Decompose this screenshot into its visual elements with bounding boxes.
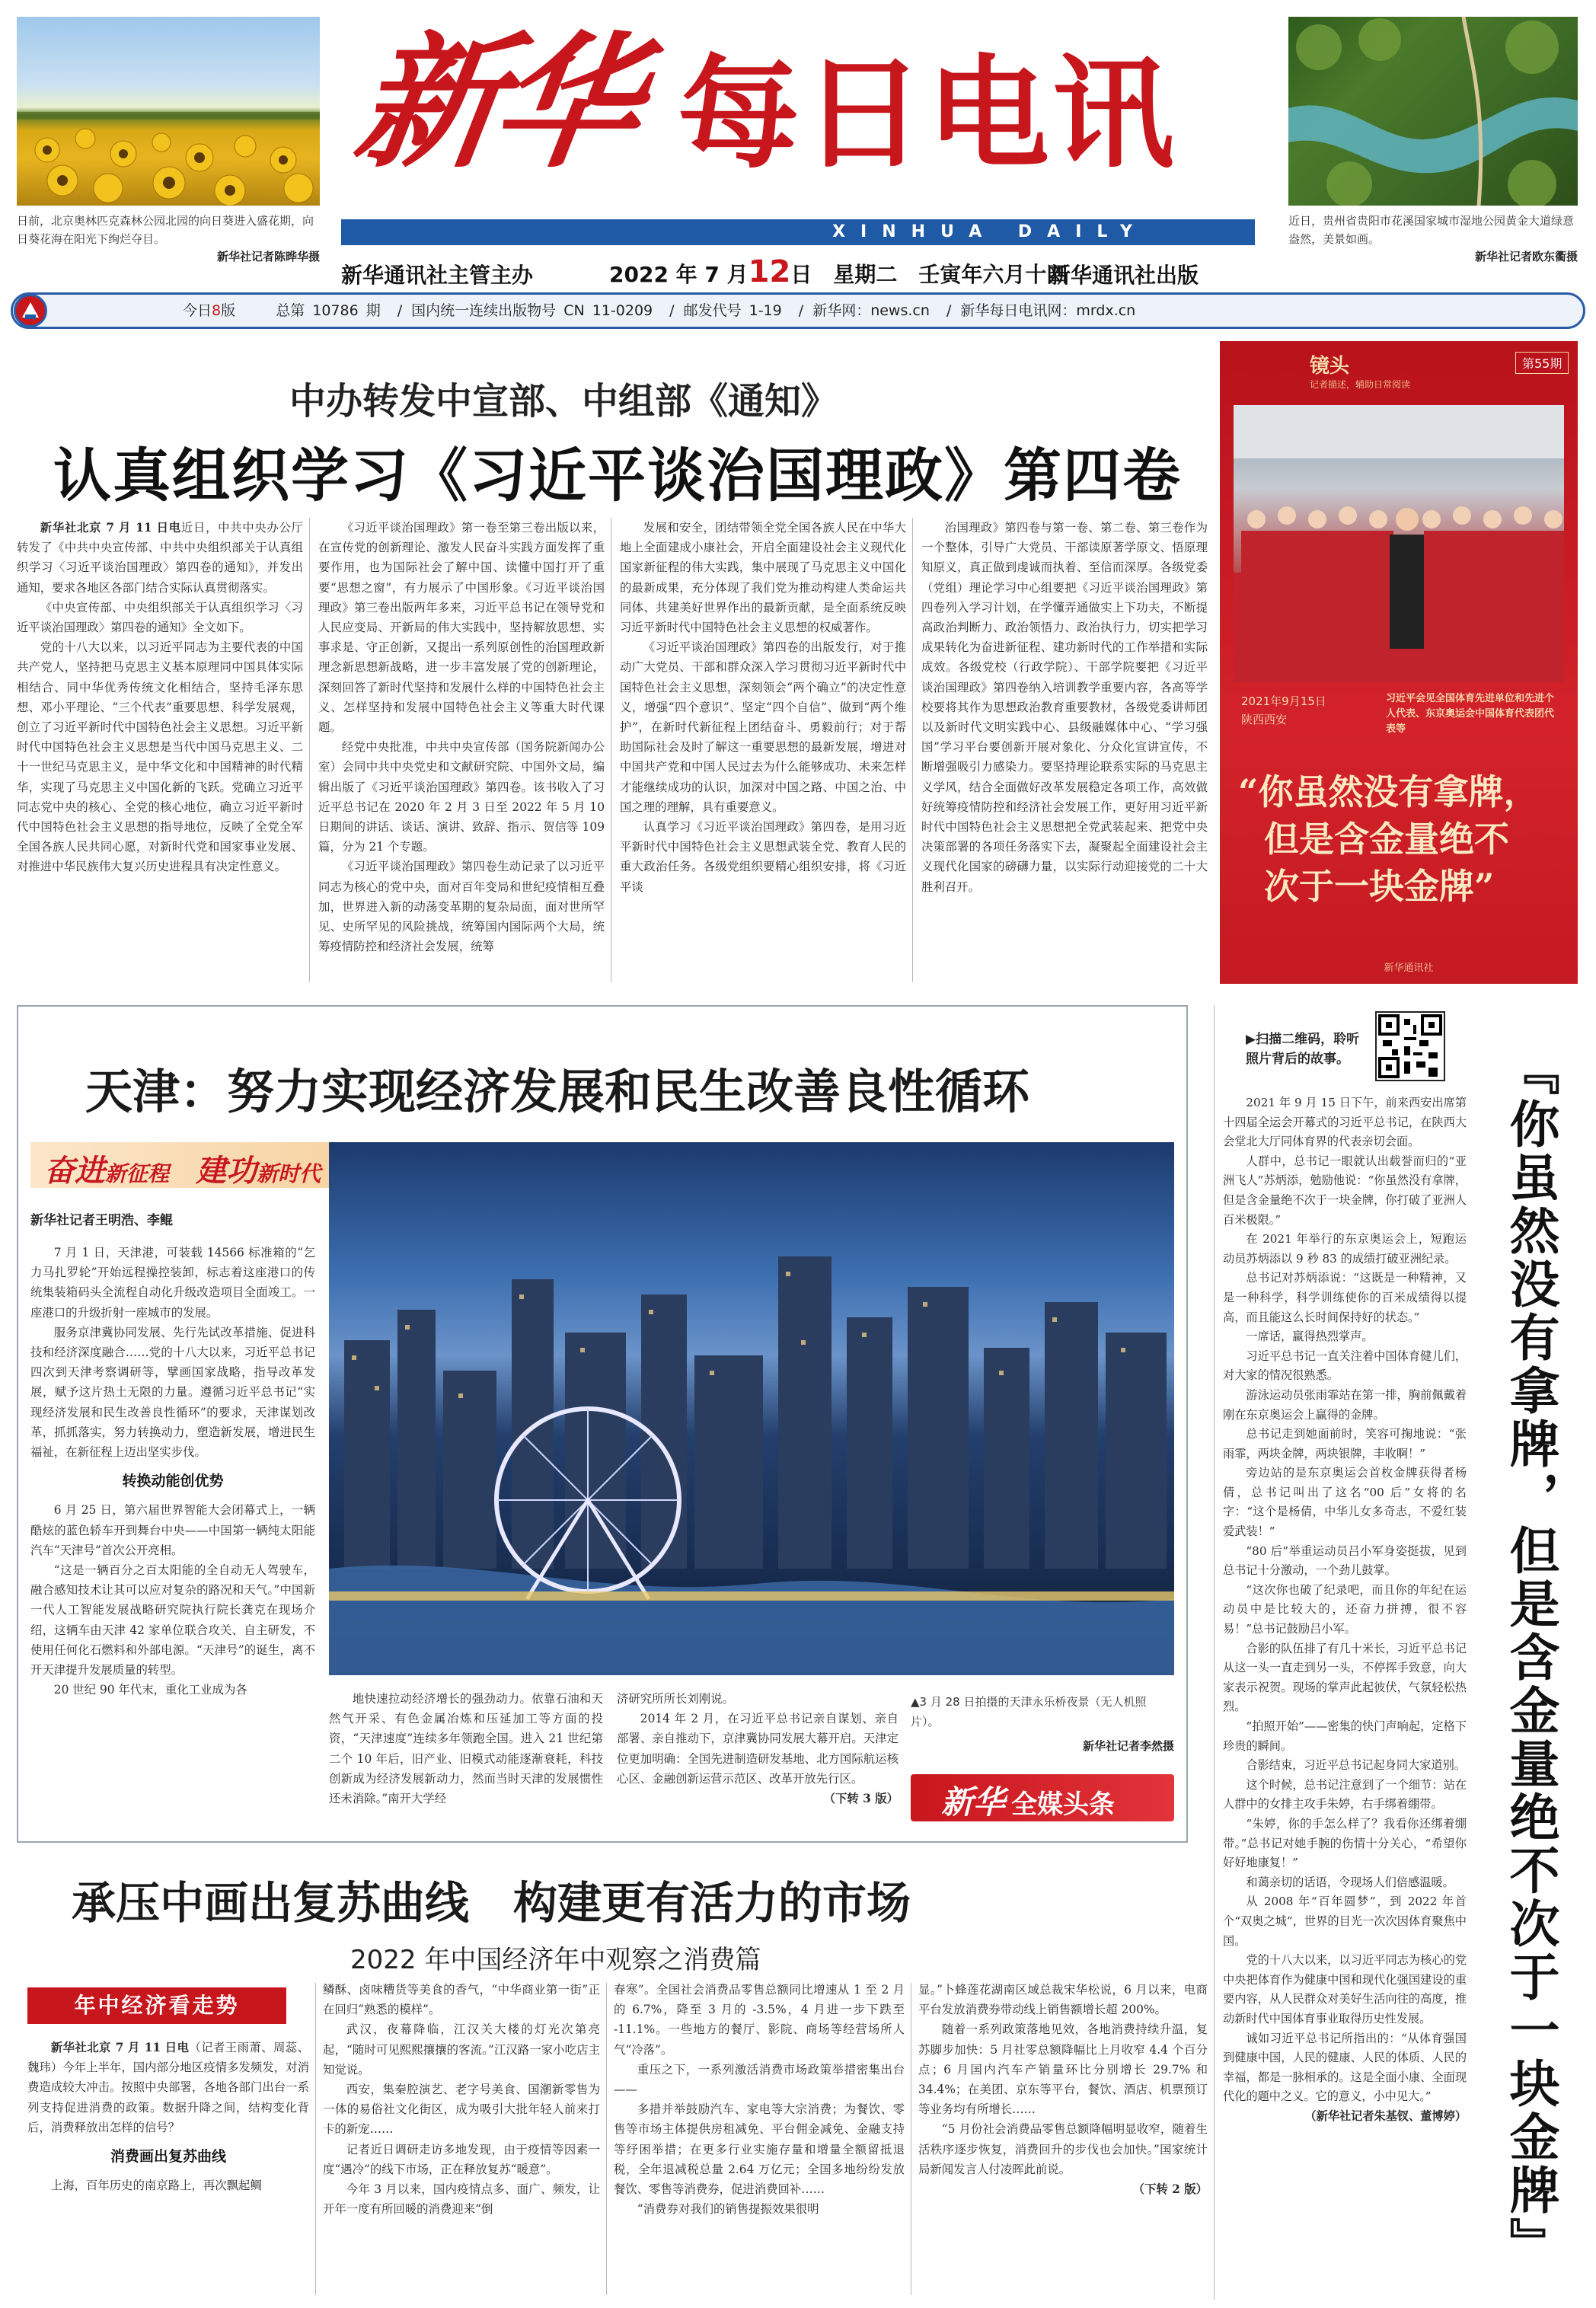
crowd-icon: [1234, 405, 1564, 682]
lead-kicker: 中办转发中宣部、中组部《通知》: [289, 380, 838, 423]
paragraph-text: “这是一辆百分之百太阳能的全自动无人驾驶车，融合感知技术让其可以应对复杂的路况和天气。”中国新一代人工智能发展战略研究院执行院长龚克在现场介绍，这辆车由天津 42 家单位联合攻关、自主研发，不使用任何化石燃料和外部电源。“天津号”的诞生，离不开天津提升发展质量的转型。: [30, 1563, 315, 1678]
sidebar-paragraph: 这个时候，总书记注意到了一个细节：站在人群中的女排主攻手朱婷，右手绑着绷带。: [1223, 1777, 1467, 1812]
article-paragraph: [323, 2179, 600, 2219]
sunflower-photo: [17, 17, 320, 206]
right-photo-credit: 新华社记者欧东衢摄: [1474, 250, 1578, 263]
issue-number: 总第 10786 期: [276, 302, 381, 319]
vertical-quote-title: 『你虽然没有拿牌，但是含金量绝不次于一块金牌』: [1501, 1045, 1559, 2271]
paragraph-text: 《中央宣传部、中央组织部关于认真组织学习〈习近平谈治国理政〉第四卷的通知》全文如下。: [17, 600, 303, 635]
article-paragraph: [30, 1243, 315, 1323]
paragraph-text: 显。”卜蜂莲花湖南区域总裁宋华松说，6 月以来，电商平台发放消费券带动线上销售额增长超 200%。: [918, 1983, 1208, 2017]
article-paragraph: [323, 2140, 600, 2179]
article-paragraph: [323, 2019, 600, 2080]
poster-brand: 新华通讯社: [1384, 962, 1434, 974]
paragraph-text: 今年 3 月以来，国内疫情点多、面广、频发，让开年一度有所回暖的消费迎来“倒: [323, 2182, 600, 2217]
sunflower-field-icon: [17, 17, 320, 206]
article-paragraph: [617, 1689, 899, 1709]
consumer-column-3: [614, 1980, 905, 2297]
xinhua-logo: 新华: [346, 18, 644, 187]
sidebar-paragraph: 总书记走到她面前时，笑容可掬地说：“张雨霏，两块金牌，两块银牌，丰收啊！”: [1223, 1427, 1467, 1460]
paragraph-text: 发展和安全，团结带领全党全国各族人民在中华大地上全面建成小康社会，开启全面建设社会主义现代化国家新征程的伟大实践，集中展现了马克思主义中国化的最新成果，充分体现了我们党为推动构建人类命运共同体、共建美好世界作出的最新贡献，是全面系统反映习近平新时代中国特色社会主义思想的权威著作。: [620, 521, 906, 635]
site-link[interactable]: 新华每日电讯网：mrdx.cn: [960, 302, 1136, 319]
river-icon: [1288, 17, 1578, 206]
sidebar-paragraph: “拍照开始”——密集的快门声响起，定格下珍贵的瞬间。: [1223, 1719, 1467, 1753]
paragraph-text: 7 月 1 日，天津港，可装载 14566 标准箱的“乞力马扎罗轮”开始远程操控装卸，标志着这座港口的传统集装箱码头全流程自动化升级改造项目全面竣工。一座港口的升级折射一座城市的发展。: [30, 1246, 315, 1320]
photo-date: 2021年9月15日: [1241, 694, 1326, 708]
paragraph-text: 服务京津冀协同发展、先行先试改革措施、促进科技和经济深度融合……党的十八大以来，习近平总书记四次到天津考察调研等，擘画国家战略，指导改革发展，赋予这片热土无限的力量。遵循习近平总书记“实现经济发展和民生改善良性循环”的要求，天津谋划改革，抓抓落实，努力转换动力，塑造新发展，增进民生福祉，在新征程上迈出坚实步伐。: [30, 1325, 315, 1460]
jingtou-label: 镜头: [1310, 355, 1350, 378]
section-subheading: 消费画出复苏曲线: [110, 2148, 226, 2166]
article-paragraph: [617, 1709, 899, 1789]
qr-caption: ▶扫描二维码，聆听照片背后的故事。: [1246, 1032, 1360, 1067]
sidebar-paragraph: 诚如习近平总书记所指出的：“从体育强国到健康中国，人民的健康、人民的体质、人民的幸福，都是一脉相承的。这是全面小康、全面现代化的题中之义。它的意义，小中见大。”: [1223, 2031, 1467, 2104]
lead-column-2: [318, 518, 605, 990]
article-paragraph: [30, 1323, 315, 1462]
article-paragraph: [30, 1500, 315, 1560]
consumer-column-1: [27, 2038, 309, 2297]
sidebar-paragraph: “80 后”举重运动员吕小军身姿挺拔，见到总书记十分激动，一个劲儿鼓掌。: [1223, 1543, 1467, 1578]
article-paragraph: [620, 518, 906, 637]
dateline: 新华社北京 7 月 11 日电: [50, 2041, 190, 2054]
paragraph-text: 多措并举鼓励汽车、家电等大宗消费；为餐饮、零售等市场主体提供房租减免、平台佣金减免、金融支持等纾困举措；在更多行业实施存量和增量全额留抵退税，全年退减税总量 2.64 万亿元；全国多地纷纷发放餐饮、零售等消费券，促进消费回补……: [614, 2102, 905, 2197]
quote-line-3: 次于一块金牌”: [1264, 866, 1495, 907]
article-paragraph: [27, 2176, 309, 2195]
paragraph-text: 上海，百年历史的南京路上，再次飘起鲷: [50, 2179, 262, 2193]
article-paragraph: [918, 1980, 1208, 2019]
paragraph-text: 《习近平谈治国理政》第四卷生动记录了以习近平同志为核心的党中央，面对百年变局和世纪疫情相互叠加，世界进入新的动荡变革期的复杂局面，面对世所罕见、史所罕见的风险挑战，统筹国内国际两个大局，统筹疫情防控和经济社会发展，统筹: [318, 860, 605, 954]
lead-column-1: [17, 518, 303, 990]
sidebar-paragraph: 旁边站的是东京奥运会首枚金牌获得者杨倩，总书记叫出了这名“00 后”女将的名字：“这个是杨倩，中华儿女多奇志，不爱红装爱武装！”: [1223, 1466, 1467, 1539]
sidebar-paragraph: “这次你也破了纪录吧，而且你的年纪在运动员中是比较大的，还奋力拼搏，很不容易！”总书记鼓励吕小军。: [1223, 1582, 1467, 1636]
article-paragraph: [318, 857, 605, 956]
postal-code: 邮发代号 1-19: [683, 302, 782, 319]
paragraph-text: 鳞酥、卤味糟货等美食的香气，“中华商业第一街”正在回归“熟悉的模样”。: [323, 1983, 600, 2017]
consumer-column-4: [918, 1980, 1208, 2297]
article-paragraph: [27, 2038, 309, 2137]
paragraph-text: 《习近平谈治国理政》第四卷的出版发行，对于推动广大党员、干部和群众深入学习贯彻习近平新时代中国特色社会主义思想，深刻领会“两个确立”的决定性意义，增强“四个意识”、坚定“四个自信”、做到“两个维护”，在新时代新征程上团结奋斗、勇毅前行；对于帮助国际社会及时了解这一重要思想的最新发展，增进对中国共产党和中国人民过去为什么能够成功、未来怎样才能继续成功的认识，加深对中国之路、中国之治、中国之理的理解，具有重要意义。: [620, 640, 906, 814]
consumer-column-2: [323, 1980, 600, 2297]
article-paragraph: [30, 1560, 315, 1680]
lead-title: 认真组织学习《习近平谈治国理政》第四卷: [53, 442, 1182, 509]
cn-number: 国内统一连续出版物号 CN 11-0209: [411, 302, 653, 319]
tianjin-column-1: [30, 1243, 315, 1829]
paragraph-text: 6 月 25 日，第六届世界智能大会闭幕式上，一辆酷炫的蓝色轿车开到舞台中央——中国第一辆纯太阳能汽车“天津号”首次公开亮相。: [30, 1503, 315, 1557]
article-paragraph: [614, 2060, 905, 2099]
paragraph-text: （下转 3 版）: [823, 1792, 899, 1806]
quote-line-2: 但是含金量绝不: [1264, 819, 1509, 860]
media-brand-2: 全媒头条: [1011, 1789, 1116, 1820]
date-suffix: 日 星期二 壬寅年六月十四: [790, 262, 1068, 287]
paragraph-text: 武汉，夜幕降临，江汉关大楼的灯光次第亮起，“随时可见熙熙攘攘的客流。”江汉路一家小吃店主知觉说。: [323, 2022, 600, 2077]
tianjin-photo-caption: ▲3 月 28 日拍摄的天津永乐桥夜景（无人机照片）。: [911, 1695, 1147, 1729]
paragraph-text: 重压之下，一系列激活消费市场政策举措密集出台——: [614, 2062, 905, 2097]
article-paragraph: [620, 637, 906, 817]
sidebar-paragraph: 和蔼亲切的话语，令现场人们倍感温暖。: [1246, 1875, 1454, 1889]
issue-badge: 第55期: [1515, 352, 1569, 374]
article-paragraph: [323, 2080, 600, 2140]
tianjin-title: 天津：努力实现经济发展和民生改善良性循环: [85, 1064, 1030, 1119]
article-paragraph: [617, 1789, 899, 1808]
sidebar-paragraph: 总书记对苏炳添说：“这既是一种精神，又是一种科学，科学训练使你的百米成绩得以提高，而且能这么长时间保持好的状态。”: [1223, 1271, 1467, 1324]
article-paragraph: [17, 598, 303, 637]
paragraph-text: （下转 2 版）: [1132, 2182, 1208, 2197]
left-photo-caption: 日前，北京奥林匹克森林公园北园的向日葵进入盛花期，向日葵花海在阳光下绚烂夺目。: [17, 214, 314, 246]
article-paragraph: [30, 1680, 315, 1700]
article-paragraph: [614, 2099, 905, 2199]
article-paragraph: [918, 2019, 1208, 2119]
consumer-title: 承压中画出复苏曲线 构建更有活力的市场: [72, 1877, 911, 1929]
publisher-line: 新华通讯社出版: [1049, 263, 1199, 288]
banner-a1: 奋进: [44, 1154, 105, 1189]
quote-line-1: “你虽然没有拿牌，: [1238, 771, 1539, 812]
article-paragraph: [329, 1689, 603, 1808]
paragraph-text: 近日，中共中央办公厅转发了《中共中央宣传部、中共中央组织部关于认真组织学习〈习近平谈治国理政〉第四卷的通知》，并发出通知，要求各地区各部门结合实际认真贯彻落实。: [17, 521, 303, 595]
sidebar-paragraph: 2021 年 9 月 15 日下午，前来西安出席第十四届全运会开幕式的习近平总书记，在陕西大会堂北大厅同体育界的代表亲切会面。: [1223, 1096, 1467, 1149]
paragraph-text: 济研究所所长刘刚说。: [617, 1692, 734, 1706]
paragraph-text: 治国理政》第四卷与第一卷、第二卷、第三卷作为一个整体，引导广大党员、干部读原著学原文、悟原理知原义，真正做到虔诚而执着、至信而深厚。各级党委（党组）理论学习中心组要把《习近平谈治国理政》第四卷列入学习计划，在学懂弄通做实上下功夫，不断提高政治判断力、政治领悟力、政治执行力，切实把学习成果转化为奋进新征程、建功新时代的工作举措和实际成效。各级党校（行政学院）、干部学院要把《习近平谈治国理政》第四卷纳入培训教学重要内容，各高等学校要将其作为思想政治教育重要教材，各级党委讲师团以及新时代文明实践中心、县级融媒体中心、“学习强国”学习平台要创新开展对象化、分众化宣讲宣传，不断增强吸引力感染力。要坚持理论联系实际的马克思主义学风，结合全面做好改革发展稳定各项工作，高效做好统筹疫情防控和经济社会发展工作，更好用习近平新时代中国特色社会主义思想把全党武装起来、把党中央决策部署的各项任务落实下去，凝聚起全面建设社会主义现代化国家的磅礴力量，以实际行动迎接党的二十大胜利召开。: [921, 521, 1208, 894]
paragraph-text: 20 世纪 90 年代末，重化工业成为各: [53, 1683, 247, 1697]
info-bar-text: 今日8版 总第 10786 期 / 国内统一连续出版物号 CN 11-0209 / 邮发代号 1-19 / 新华网：news.cn / 新华每日电讯网：mrdx.cn: [183, 302, 1136, 319]
sidebar-paragraph: 在 2021 年举行的东京奥运会上，短跑运动员苏炳添以 9 秒 83 的成绩打破亚洲纪录。: [1223, 1232, 1467, 1266]
article-paragraph: [918, 2179, 1208, 2199]
tianjin-byline: 新华社记者王明浩、李鲲: [30, 1213, 173, 1228]
paragraph-text: 经党中央批准，中共中央宣传部（国务院新闻办公室）会同中共中央党史和文献研究院、中国外文局，编辑出版了《习近平谈治国理政》第四卷。该书收入了习近平总书记在 2020 年 2 月 3 日至 2022 年 5 月 10 日期间的讲话、谈话、演讲、致辞、指示、贺信等 109 篇，分为 21 个专题。: [318, 740, 605, 854]
banner-a2: 新征程: [105, 1161, 170, 1186]
consumer-subtitle: 2022 年中国经济年中观察之消费篇: [350, 1945, 761, 1975]
city-skyline-icon: [329, 1142, 1174, 1675]
sidebar-paragraph: “朱婷，你的手怎么样了？我看你还绑着绷带。”总书记对她手腕的伤情十分关心，“希望你好好地康复！”: [1223, 1816, 1467, 1870]
jingtou-sub: 记者描述，辅助日常阅读: [1310, 379, 1411, 390]
pages-prefix: 今日: [183, 302, 212, 319]
sidebar-paragraph: 从 2008 年“百年圆梦”，到 2022 年首个“双奥之城”，世界的目光一次次因体育聚焦中国。: [1223, 1895, 1467, 1948]
paragraph-text: 地快速拉动经济增长的强劲动力。依靠石油和天然气开采、有色金属冶炼和压延加工等方面的投资，“天津速度”连续多年领跑全国。进入 21 世纪第二个 10 年后，旧产业、旧模式动能逐渐衰耗，科技创新成为经济发展新动力，然而当时天津的发展惯性还未消除。”南开大学经: [329, 1692, 603, 1806]
sports-delegation-photo: [1234, 405, 1564, 682]
wetland-photo: [1288, 17, 1578, 206]
paragraph-text: 认真学习《习近平谈治国理政》第四卷，是用习近平新时代中国特色社会主义思想武装全党、教育人民的重大政治任务。各级党组织要精心组织安排，将《习近平谈: [620, 820, 906, 894]
photo-place: 陕西西安: [1241, 713, 1288, 726]
sidebar-paragraph: 合影结束，习近平总书记起身同大家道别。: [1246, 1758, 1466, 1773]
masthead-en-title: XINHUA DAILY TELEGRAPH: [832, 222, 1148, 264]
paragraph-text: “5 月份社会消费品零售总额降幅明显收窄，随着生活秩序逐步恢复，消费回升的步伐也会加快。”国家统计局新闻发言人付凌晖此前说。: [918, 2122, 1208, 2176]
right-photo-caption: 近日，贵州省贵阳市花溪国家城市湿地公园黄金大道绿意盎然，美景如画。: [1288, 214, 1575, 246]
sidebar-paragraph: 人群中，总书记一眼就认出载誉而归的“亚洲飞人”苏炳添，勉励他说：“你虽然没有拿牌，但是含金量绝不次于一块金牌，你打破了亚洲人百米极限。”: [1223, 1154, 1467, 1227]
paragraph-text: 记者近日调研走访多地发现，由于疫情等因素一度“遇冷”的线下市场，正在释放复苏“暖意”。: [323, 2142, 600, 2176]
article-paragraph: [614, 2199, 905, 2219]
paragraph-text: 《习近平谈治国理政》第一卷至第三卷出版以来，在宣传党的创新理论、激发人民奋斗实践方面发挥了重要作用，也为国际社会了解中国、读懂中国打开了重要“思想之窗”，有力展示了中国形象。《习近平谈治国理政》第三卷出版两年多来，习近平总书记在领导党和人民应变局、开新局的伟大实践中，坚持解放思想、实事求是、守正创新，又提出一系列原创性的治国理政新理念新思想新战略，进一步丰富发展了党的创新理论，深刻回答了新时代坚持和发展什么样的中国特色社会主义、怎样坚持和发展中国特色社会主义等重大时代课题。: [318, 521, 605, 735]
tianjin-column-2: [329, 1689, 603, 1834]
date-day: 12: [748, 254, 791, 289]
article-paragraph: [323, 1980, 600, 2019]
pages-suffix: 版: [221, 302, 236, 319]
sidebar-credit: （新华社记者朱基钗、董博婷）: [1304, 2108, 1467, 2123]
banner-b1: 建功: [196, 1154, 257, 1189]
pages-count: 8: [212, 302, 222, 319]
sidebar-paragraph: 一席话，赢得热烈掌声。: [1246, 1330, 1374, 1344]
paragraph-text: 西安，集秦腔演艺、老字号美食、国潮新零售为一体的易俗社文化街区，成为吸引大批年轻人前来打卡的新宠……: [323, 2083, 600, 2137]
banner-b2: 新时代: [257, 1161, 321, 1186]
article-paragraph: [17, 637, 303, 876]
issue-date: [609, 254, 1068, 289]
masthead-title: 每日电讯: [678, 43, 1178, 185]
sidebar-paragraph: 习近平总书记一直关注着中国体育健儿们，对大家的情况很熟悉。: [1223, 1349, 1467, 1383]
tianjin-column-3: [617, 1689, 899, 1834]
paragraph-text: 2014 年 2 月，在习近平总书记亲自谋划、亲自部署、亲自推动下，京津冀协同发展大幕开启。天津定位更加明确：全国先进制造研发基地、北方国际航运核心区、金融创新运营示范区、改革开放先行区。: [617, 1712, 899, 1786]
series-banner-text: [44, 1147, 321, 1190]
article-paragraph: [620, 817, 906, 897]
article-paragraph: [614, 1980, 905, 2060]
article-paragraph: [918, 2119, 1208, 2179]
dateline: 新华社北京 7 月 11 日电: [40, 521, 181, 535]
paragraph-text: 党的十八大以来，以习近平同志为主要代表的中国共产党人，坚持把马克思主义基本原理同中国具体实际相结合、同中华优秀传统文化相结合，坚持毛泽东思想、邓小平理论、“三个代表”重要思想、科学发展观，创立了习近平新时代中国特色社会主义思想。习近平新时代中国特色社会主义思想是当代中国马克思主义、二十一世纪马克思主义，是中华文化和中国精神的时代精华，实现了马克思主义中国化新的飞跃。党确立习近平同志党中央的核心、全党的核心地位，确立习近平新时代中国特色社会主义思想的指导地位，反映了全党全军全国各族人民共同心愿，对新时代党和国家事业发展、对推进中华民族伟大复兴历史进程具有决定性意义。: [17, 640, 303, 874]
lead-column-4: [921, 518, 1208, 990]
paragraph-text: （记者王雨萧、周蕊、魏玮）今年上半年，国内部分地区疫情多发频发，对消费造成较大冲击。按照中央部署，各地各部门出台一系列支持促进消费的政策。数据升降之间，结构变化背后，消费释放出怎样的信号？: [27, 2041, 309, 2134]
paragraph-text: 春寒”。全国社会消费品零售总额同比增速从 1 至 2 月的 6.7%，降至 3 月的 -3.5%，4 月进一步下跌至 -11.1%。一些地方的餐厅、影院、商场等经营场所人气“冷落”。: [614, 1983, 905, 2057]
article-paragraph: [17, 518, 303, 598]
lead-column-3: [620, 518, 906, 990]
paragraph-text: “消费券对我们的销售提振效果很明: [637, 2202, 819, 2217]
xinhua-emblem-icon: [14, 294, 47, 327]
article-paragraph: [921, 518, 1208, 897]
media-brand-text: [941, 1777, 1115, 1823]
left-photo-credit: 新华社记者陈晔华摄: [216, 250, 320, 263]
article-paragraph: [318, 518, 605, 737]
date-prefix: 2022 年 7 月: [609, 262, 749, 287]
sidebar-paragraph: 游泳运动员张雨霏站在第一排，胸前佩戴着刚在东京奥运会上赢得的金牌。: [1223, 1387, 1467, 1422]
sidebar-story: [1223, 1093, 1467, 2297]
consumer-tag: 年中经济看走势: [27, 1987, 286, 2024]
sidebar-paragraph: 合影的队伍排了有几十米长，习近平总书记从这一头一直走到另一头，不停挥手致意，向大家表示祝贺。现场的掌声此起彼伏，气氛轻松热烈。: [1223, 1641, 1467, 1714]
media-brand-1: 新华: [941, 1783, 1006, 1821]
qr-code-icon[interactable]: [1375, 1011, 1445, 1081]
web-link[interactable]: 新华网：news.cn: [812, 302, 930, 319]
tianjin-photo-credit: 新华社记者李然摄: [1082, 1739, 1174, 1753]
tianjin-night-photo: [329, 1142, 1174, 1675]
section-subheading: 转换动能创优势: [122, 1473, 224, 1490]
article-paragraph: [318, 737, 605, 857]
sponsor-line: 新华通讯社主管主办: [341, 263, 534, 288]
sidebar-paragraph: 党的十八大以来，以习近平同志为核心的党中央把体育作为健康中国和现代化强国建设的重要内容，从人民群众对美好生活向往的高度，推动新时代中国体育事业取得历史性发展。: [1223, 1953, 1467, 2025]
photo-title: 习近平会见全国体育先进单位和先进个人代表、东京奥运会中国体育代表团代表等: [1386, 693, 1555, 735]
paragraph-text: 随着一系列政策落地见效，各地消费持续升温，复苏脚步加快：5 月社零总额降幅比上月收窄 4.4 个百分点；6 月国内汽车产销量环比分别增长 29.7% 和 34.4%；在美团、京东等平台，餐饮、酒店、机票预订等业务均有所增长……: [918, 2022, 1208, 2117]
